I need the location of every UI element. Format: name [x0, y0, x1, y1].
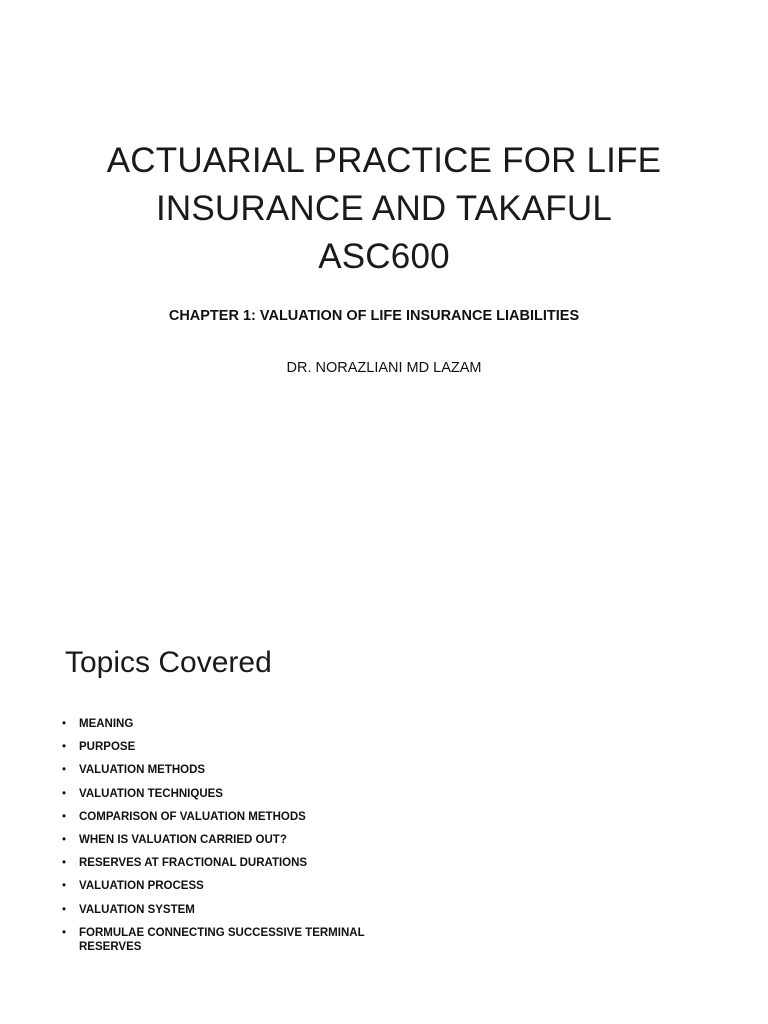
- bullet-icon: •: [62, 880, 67, 893]
- bullet-icon: •: [62, 810, 67, 823]
- bullet-icon: •: [62, 764, 67, 777]
- list-item: [62, 810, 382, 824]
- title-line-3: ASC600: [318, 237, 450, 276]
- list-item: [62, 833, 382, 847]
- list-item: [62, 740, 382, 754]
- list-item: [62, 787, 382, 801]
- list-item: [62, 856, 382, 870]
- topic-label: RESERVES AT FRACTIONAL DURATIONS: [79, 857, 308, 870]
- chapter-subtitle: CHAPTER 1: VALUATION OF LIFE INSURANCE LIABILITIES: [168, 308, 580, 324]
- topic-label: VALUATION PROCESS: [79, 880, 204, 893]
- list-item: [62, 879, 382, 893]
- bullet-icon: •: [62, 926, 67, 939]
- topic-label: FORMULAE CONNECTING SUCCESSIVE TERMINAL RESERVES: [79, 926, 365, 953]
- topic-label: PURPOSE: [79, 741, 136, 754]
- topic-label: WHEN IS VALUATION CARRIED OUT?: [79, 833, 287, 846]
- presentation-title: [0, 137, 768, 281]
- author-name: DR. NORAZLIANI MD LAZAM: [286, 360, 482, 376]
- topics-slide: [0, 576, 768, 1024]
- title-line-2: INSURANCE AND TAKAFUL: [155, 189, 613, 228]
- topics-list: [62, 717, 382, 963]
- topic-label: MEANING: [79, 718, 134, 730]
- bullet-icon: •: [62, 787, 67, 800]
- bullet-icon: •: [62, 903, 67, 916]
- bullet-icon: •: [62, 833, 67, 846]
- title-line-1: ACTUARIAL PRACTICE FOR LIFE: [106, 141, 662, 180]
- list-item: [62, 903, 382, 917]
- bullet-icon: •: [62, 718, 67, 730]
- bullet-icon: •: [62, 857, 67, 870]
- bullet-icon: •: [62, 741, 67, 754]
- topics-heading: Topics Covered: [65, 646, 272, 679]
- list-item: [62, 926, 382, 954]
- topic-label: COMPARISON OF VALUATION METHODS: [79, 810, 306, 823]
- list-item: [62, 717, 382, 731]
- topic-label: VALUATION SYSTEM: [79, 903, 195, 916]
- list-item: [62, 763, 382, 777]
- topic-label: VALUATION METHODS: [79, 764, 206, 777]
- topic-label: VALUATION TECHNIQUES: [79, 787, 223, 800]
